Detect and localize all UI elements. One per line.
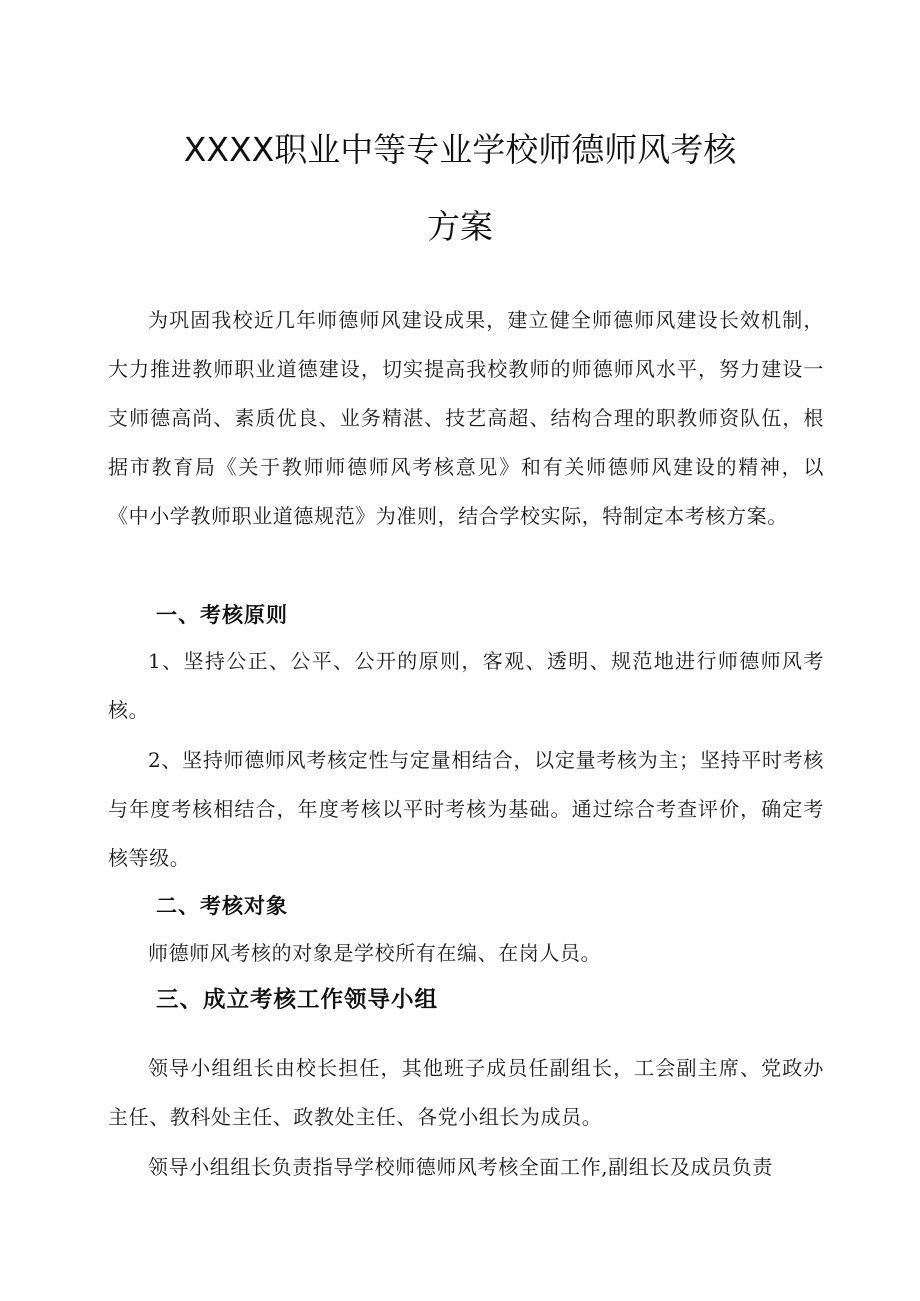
document-title-line-1: XXXX职业中等专业学校师德师风考核 — [183, 130, 737, 169]
subjects-paragraph: 师德师风考核的对象是学校所有在编、在岗人员。 — [148, 941, 602, 965]
leadership-paragraph-1: 领导小组组长由校长担任，其他班子成员任副组长，工会副主席、党政办主任、教科处主任、政教处主任、各党小组长为成员。 — [108, 1056, 824, 1129]
section-heading-leadership-group: 三、成立考核工作领导小组 — [156, 987, 439, 1013]
section-heading-subjects: 二、考核对象 — [156, 894, 288, 918]
leadership-paragraph-2: 领导小组组长负责指导学校师德师风考核全面工作,副组长及成员负责 — [148, 1155, 773, 1179]
principle-paragraph-1: 1、坚持公正、公平、公开的原则，客观、透明、规范地进行师德师风考核。 — [108, 649, 824, 722]
document-title-line-2: 方案 — [427, 207, 493, 246]
principle-paragraph-2: 2、坚持师德师风考核定性与定量相结合，以定量考核为主；坚持平时考核与年度考核相结合，年度考核以平时考核为基础。通过综合考查评价，确定考核等级。 — [108, 748, 824, 870]
section-heading-principles: 一、考核原则 — [156, 603, 288, 627]
intro-paragraph: 为巩固我校近几年师德师风建设成果，建立健全师德师风建设长效机制，大力推进教师职业道德建设，切实提高我校教师的师德师风水平，努力建设一支师德高尚、素质优良、业务精湛、技艺高超、结构合理的职教师资队伍，根据市教育局《关于教师师德师风考核意见》和有关师德师风建设的精神，以《中小学教师职业道德规范》为准则，结合学校实际，特制定本考核方案。 — [108, 308, 824, 528]
